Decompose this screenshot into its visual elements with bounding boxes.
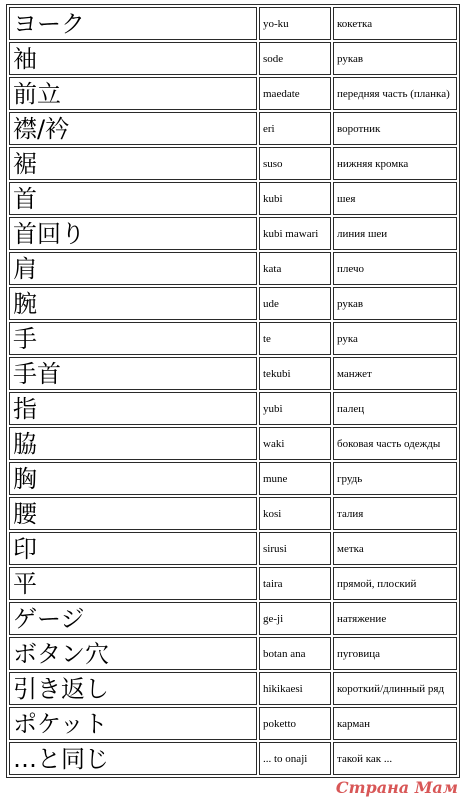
japanese-term-cell: 前立 bbox=[9, 77, 257, 110]
table-row bbox=[9, 532, 457, 565]
japanese-term-cell: 引き返し bbox=[9, 672, 257, 705]
romaji-cell: hikikaesi bbox=[259, 672, 331, 705]
russian-translation-cell: грудь bbox=[333, 462, 457, 495]
romaji-cell: waki bbox=[259, 427, 331, 460]
romaji-cell: te bbox=[259, 322, 331, 355]
table-row bbox=[9, 77, 457, 110]
watermark-logo: Страна Мам bbox=[335, 778, 458, 797]
japanese-term-cell: 腕 bbox=[9, 287, 257, 320]
russian-translation-cell: шея bbox=[333, 182, 457, 215]
table-row bbox=[9, 672, 457, 705]
table-row bbox=[9, 707, 457, 740]
romaji-cell: kubi bbox=[259, 182, 331, 215]
romaji-cell: ... to onaji bbox=[259, 742, 331, 775]
table-row bbox=[9, 217, 457, 250]
japanese-term-cell: ポケット bbox=[9, 707, 257, 740]
russian-translation-cell: метка bbox=[333, 532, 457, 565]
japanese-term-cell: 首 bbox=[9, 182, 257, 215]
japanese-term-cell: 肩 bbox=[9, 252, 257, 285]
romaji-cell: yo-ku bbox=[259, 7, 331, 40]
table-row bbox=[9, 637, 457, 670]
table-row bbox=[9, 42, 457, 75]
japanese-term-cell: 腰 bbox=[9, 497, 257, 530]
table-row bbox=[9, 392, 457, 425]
japanese-term-cell: ボタン穴 bbox=[9, 637, 257, 670]
romaji-cell: botan ana bbox=[259, 637, 331, 670]
vocabulary-table bbox=[6, 4, 460, 778]
romaji-cell: taira bbox=[259, 567, 331, 600]
table-row bbox=[9, 497, 457, 530]
russian-translation-cell: пуговица bbox=[333, 637, 457, 670]
japanese-term-cell: 指 bbox=[9, 392, 257, 425]
table-row bbox=[9, 322, 457, 355]
japanese-term-cell: ゲージ bbox=[9, 602, 257, 635]
russian-translation-cell: прямой, плоский bbox=[333, 567, 457, 600]
russian-translation-cell: такой как ... bbox=[333, 742, 457, 775]
romaji-cell: ge-ji bbox=[259, 602, 331, 635]
romaji-cell: yubi bbox=[259, 392, 331, 425]
romaji-cell: kubi mawari bbox=[259, 217, 331, 250]
russian-translation-cell: передняя часть (планка) bbox=[333, 77, 457, 110]
table-row bbox=[9, 7, 457, 40]
romaji-cell: eri bbox=[259, 112, 331, 145]
japanese-term-cell: 胸 bbox=[9, 462, 257, 495]
table-row bbox=[9, 427, 457, 460]
russian-translation-cell: натяжение bbox=[333, 602, 457, 635]
japanese-term-cell: 平 bbox=[9, 567, 257, 600]
russian-translation-cell: воротник bbox=[333, 112, 457, 145]
japanese-term-cell: 首回り bbox=[9, 217, 257, 250]
vocabulary-table-body bbox=[9, 7, 457, 775]
japanese-term-cell: 手 bbox=[9, 322, 257, 355]
table-row bbox=[9, 182, 457, 215]
table-row bbox=[9, 567, 457, 600]
russian-translation-cell: линия шеи bbox=[333, 217, 457, 250]
russian-translation-cell: плечо bbox=[333, 252, 457, 285]
romaji-cell: sode bbox=[259, 42, 331, 75]
japanese-term-cell: 印 bbox=[9, 532, 257, 565]
japanese-term-cell: 袖 bbox=[9, 42, 257, 75]
romaji-cell: tekubi bbox=[259, 357, 331, 390]
table-row bbox=[9, 602, 457, 635]
japanese-term-cell: 脇 bbox=[9, 427, 257, 460]
romaji-cell: kata bbox=[259, 252, 331, 285]
russian-translation-cell: кокетка bbox=[333, 7, 457, 40]
russian-translation-cell: короткий/длинный ряд bbox=[333, 672, 457, 705]
russian-translation-cell: нижняя кромка bbox=[333, 147, 457, 180]
japanese-term-cell: …と同じ bbox=[9, 742, 257, 775]
romaji-cell: suso bbox=[259, 147, 331, 180]
russian-translation-cell: боковая часть одежды bbox=[333, 427, 457, 460]
romaji-cell: ude bbox=[259, 287, 331, 320]
table-row bbox=[9, 462, 457, 495]
russian-translation-cell: манжет bbox=[333, 357, 457, 390]
russian-translation-cell: рука bbox=[333, 322, 457, 355]
table-row bbox=[9, 147, 457, 180]
russian-translation-cell: талия bbox=[333, 497, 457, 530]
table-row bbox=[9, 252, 457, 285]
japanese-term-cell: ヨーク bbox=[9, 7, 257, 40]
table-row bbox=[9, 357, 457, 390]
romaji-cell: mune bbox=[259, 462, 331, 495]
romaji-cell: kosi bbox=[259, 497, 331, 530]
table-row bbox=[9, 112, 457, 145]
romaji-cell: poketto bbox=[259, 707, 331, 740]
table-row bbox=[9, 287, 457, 320]
japanese-term-cell: 裾 bbox=[9, 147, 257, 180]
russian-translation-cell: рукав bbox=[333, 287, 457, 320]
russian-translation-cell: рукав bbox=[333, 42, 457, 75]
japanese-term-cell: 手首 bbox=[9, 357, 257, 390]
romaji-cell: maedate bbox=[259, 77, 331, 110]
japanese-term-cell: 襟/衿 bbox=[9, 112, 257, 145]
table-row bbox=[9, 742, 457, 775]
russian-translation-cell: карман bbox=[333, 707, 457, 740]
romaji-cell: sirusi bbox=[259, 532, 331, 565]
russian-translation-cell: палец bbox=[333, 392, 457, 425]
